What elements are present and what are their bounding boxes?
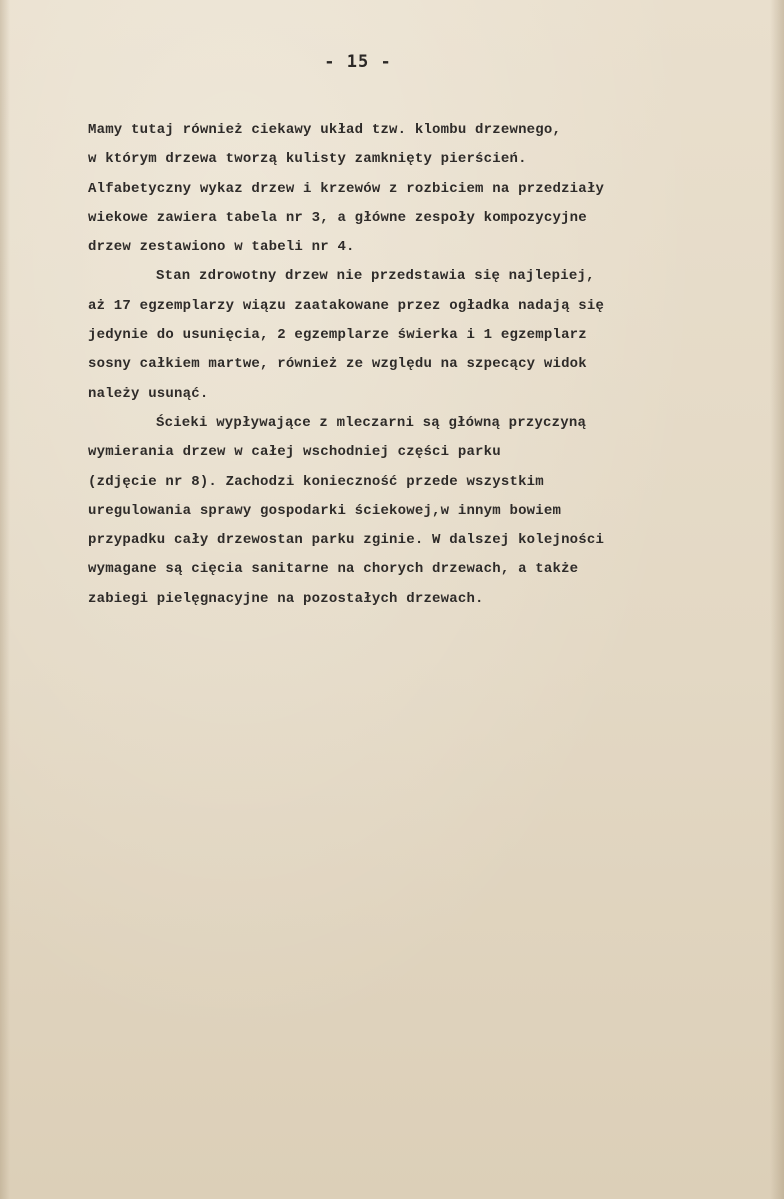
text-line: Alfabetyczny wykaz drzew i krzewów z rozbiciem na przedziały [88,180,605,197]
text-line: uregulowania sprawy gospodarki ściekowej,w innym bowiem [88,502,562,519]
text-line: wymagane są cięcia sanitarne na chorych drzewach, a także [88,561,579,578]
paragraph-start-line: Stan zdrowotny drzew nie przedstawia się najlepiej, [156,268,595,285]
text-line: wiekowe zawiera tabela nr 3, a główne zespoły kompozycyjne [88,209,587,226]
text-line: należy usunąć. [88,385,209,402]
page-number: - 15 - [324,52,392,72]
text-line: (zdjęcie nr 8). Zachodzi konieczność przede wszystkim [88,473,544,490]
text-line: Mamy tutaj również ciekawy układ tzw. klombu drzewnego, [88,122,562,138]
text-line: zabiegi pielęgnacyjne na pozostałych drzewach. [88,590,484,607]
text-line: aż 17 egzemplarzy wiązu zaatakowane przez ogładka nadają się [88,297,605,314]
text-line: sosny całkiem martwe, również ze względu na szpecący widok [88,356,587,373]
text-line: jedynie do usunięcia, 2 egzemplarze świerka i 1 egzemplarz [88,327,587,344]
page-edge-shadow-right [770,0,784,1199]
page-edge-shadow-left [0,0,10,1199]
text-line: w którym drzewa tworzą kulisty zamknięty pierścień. [88,151,527,168]
text-line: wymierania drzew w całej wschodniej części parku [88,444,501,461]
text-line: drzew zestawiono w tabeli nr 4. [88,239,355,256]
text-line: przypadku cały drzewostan parku zginie. W dalszej kolejności [88,532,605,549]
body-text [88,116,748,614]
paragraph-start-line: Ścieki wypływające z mleczarni są główną przyczyną [156,414,587,431]
